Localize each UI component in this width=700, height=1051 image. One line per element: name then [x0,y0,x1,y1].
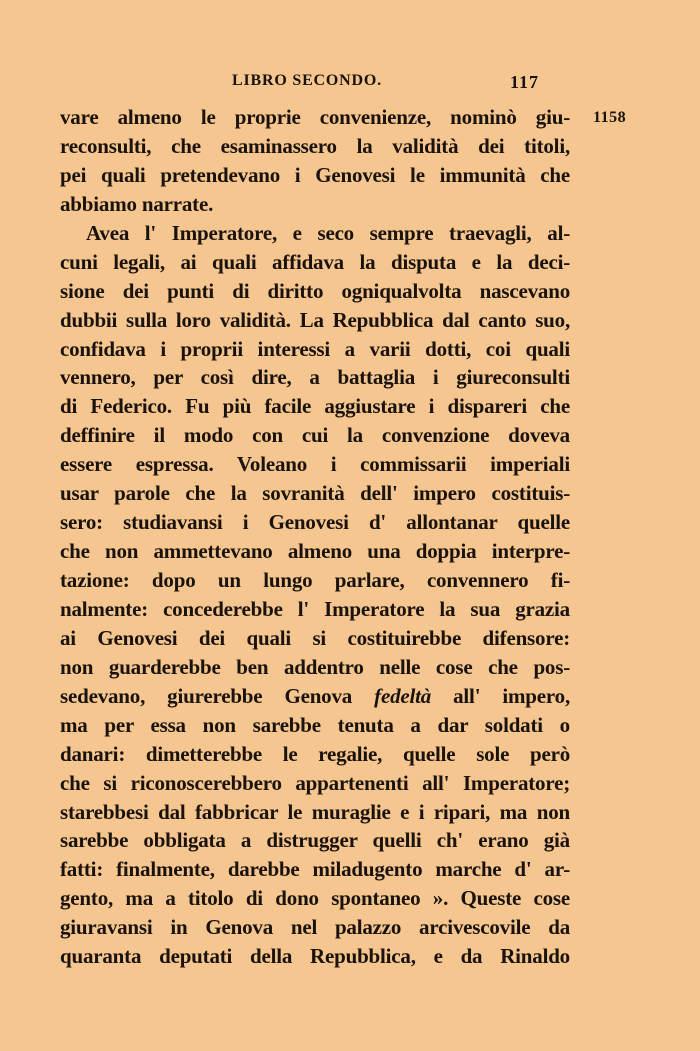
text-line: di Federico. Fu più facile aggiustare i dispareri che [60,394,570,419]
text-line: non guarderebbe ben addentro nelle cose che pos- [60,654,570,679]
text-line: vennero, per così dire, a battaglia i giureconsulti [60,365,570,390]
text-line: tazione: dopo un lungo parlare, convennero fi- [60,568,570,592]
text-line: che non ammettevano almeno una doppia interpre- [60,539,570,564]
text-line: fatti: finalmente, darebbe miladugento marche d' ar- [60,857,570,882]
text-line: sarebbe obbligata a distrugger quelli ch' erano già [60,828,570,853]
text-line: confidava i proprii interessi a varii dotti, coi quali [60,336,570,361]
text-line: ma per essa non sarebbe tenuta a dar soldati o [60,712,570,737]
paragraph [60,219,570,971]
text-line: cuni legali, ai quali affidava la disputa e la deci- [60,249,570,274]
page-number: 117 [510,72,540,92]
text-line: che si riconoscerebbero appartenenti all' Imperatore; [60,770,570,795]
text-line: sione dei punti di diritto ogniqualvolta nascevano [60,278,570,303]
margin-year-note: 1158 [593,109,627,126]
text-line [60,682,570,711]
running-header [0,72,700,96]
text-line: essere espressa. Voleano i commissarii imperiali [60,452,570,477]
text-line: usar parole che la sovranità dell' impero costituis- [60,481,570,506]
text-line: quaranta deputati della Repubblica, e da Rinaldo [60,944,570,969]
text-line: danari: dimetterebbe le regalie, quelle sole però [60,741,570,766]
text-line: gento, ma a titolo di dono spontaneo ». Queste cose [60,886,570,911]
text-segment: all' impero, [453,683,571,708]
text-line: dubbii sulla loro validità. La Repubblica dal canto suo, [60,307,570,332]
italic-word: fedeltà [374,683,432,708]
paragraph [60,103,570,219]
text-line: reconsulti, che esaminassero la validità dei titoli, [60,133,570,158]
text-line: sero: studiavansi i Genovesi d' allontanar quelle [60,510,570,535]
running-title: LIBRO SECONDO. [232,72,382,89]
text-line: ai Genovesi dei quali si costituirebbe difensore: [60,625,570,650]
text-line: giuravansi in Genova nel palazzo arcivescovile da [60,915,570,940]
text-line: vare almeno le proprie convenienze, nominò giu- [60,105,570,129]
text-line: abbiamo narrate. [60,191,214,216]
text-line: deffinire il modo con cui la convenzione doveva [60,423,570,448]
text-line: pei quali pretendevano i Genovesi le immunità che [60,162,570,187]
text-line: starebbesi dal fabbricar le muraglie e i ripari, ma non [60,799,570,824]
text-line: Avea l' Imperatore, e seco sempre traevagli, al- [86,220,570,245]
text-line: nalmente: concederebbe l' Imperatore la sua grazia [60,596,570,621]
body-text [60,103,570,971]
text-segment: sedevano, giurerebbe Genova [60,683,353,708]
